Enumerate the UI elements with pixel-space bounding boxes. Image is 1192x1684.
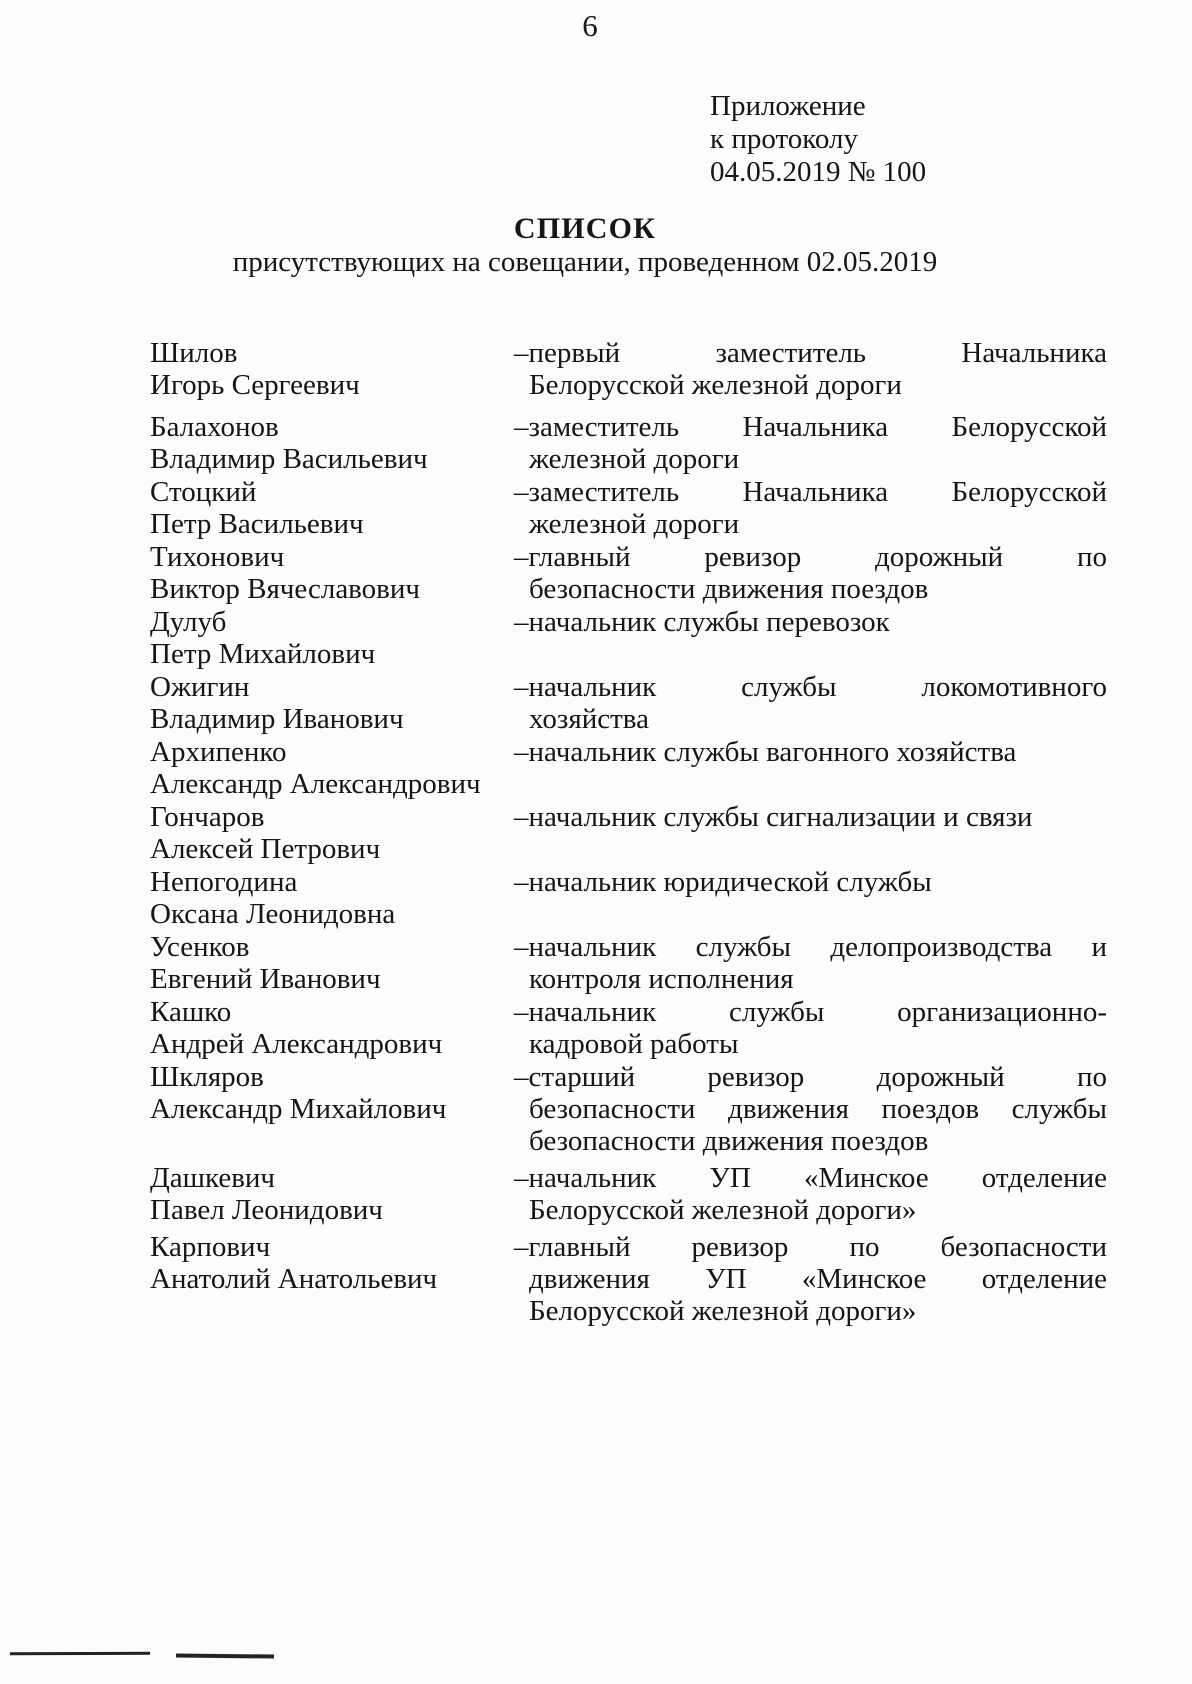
attendee-row — [150, 606, 1092, 670]
attendee-name — [150, 411, 514, 475]
attendee-position — [514, 996, 1107, 1060]
attendee-position — [514, 1162, 1107, 1226]
attendee-name — [150, 931, 514, 995]
attendee-name-line: Кашко — [150, 996, 232, 1028]
attendee-name-line: Архипенко — [150, 736, 287, 768]
appendix-header-line-3: 04.05.2019 № 100 — [710, 156, 927, 188]
attendee-row — [150, 411, 1107, 475]
attendee-position-line: безопасности движения поездов службы — [529, 1093, 1107, 1125]
attendee-position-line: –начальник службы сигнализации и связи — [514, 801, 1033, 833]
attendee-position-line: железной дороги — [529, 508, 740, 540]
attendee-name-line: Александр Михайлович — [150, 1093, 447, 1125]
attendee-name-line: Усенков — [150, 931, 250, 963]
attendee-position — [514, 606, 1107, 638]
attendee-name-line: Евгений Иванович — [150, 963, 381, 995]
attendee-position-line: –первый заместитель Начальника — [514, 337, 1107, 369]
attendee-row — [150, 801, 1092, 865]
attendee-position-line: железной дороги — [529, 443, 740, 475]
attendee-name-line: Виктор Вячеславович — [150, 573, 420, 605]
attendee-name-line: Балахонов — [150, 411, 279, 443]
attendee-name — [150, 801, 514, 865]
attendee-name-line: Непогодина — [150, 866, 298, 898]
attendee-row — [150, 1061, 1107, 1157]
attendee-name — [150, 1231, 514, 1295]
attendee-name-line: Павел Леонидович — [150, 1194, 383, 1226]
attendee-row — [150, 671, 1107, 735]
attendee-row — [150, 1162, 1107, 1226]
attendee-position-line: Белорусской железной дороги» — [529, 1295, 917, 1327]
attendee-row — [150, 736, 1092, 800]
attendee-position-line: –начальник службы локомотивного — [514, 671, 1107, 703]
attendee-position-line: –главный ревизор по безопасности — [514, 1231, 1107, 1263]
attendee-name-line: Алексей Петрович — [150, 833, 381, 865]
attendee-position-line: кадровой работы — [529, 1028, 739, 1060]
attendee-position-line: –начальник УП «Минское отделение — [514, 1162, 1107, 1194]
attendee-position — [514, 1231, 1107, 1327]
attendee-name-line: Александр Александрович — [150, 768, 481, 800]
attendee-name-line: Петр Васильевич — [150, 508, 364, 540]
attendee-position-line: хозяйства — [529, 703, 649, 735]
scan-artifact-right — [176, 1653, 274, 1658]
attendee-name — [150, 1061, 514, 1125]
attendee-name — [150, 606, 514, 670]
attendee-name-line: Стоцкий — [150, 476, 257, 508]
attendee-position-line: –начальник службы перевозок — [514, 606, 890, 638]
attendee-position-line: –заместитель Начальника Белорусской — [514, 411, 1107, 443]
attendee-name — [150, 337, 514, 401]
attendee-position — [514, 931, 1107, 995]
attendee-position-line: Белорусской железной дороги» — [529, 1194, 917, 1226]
attendees-list — [150, 337, 1107, 1328]
attendee-position — [514, 476, 1107, 540]
attendee-name-line: Тихонович — [150, 541, 285, 573]
attendee-position — [514, 337, 1107, 401]
attendee-position-line: –главный ревизор дорожный по — [514, 541, 1107, 573]
appendix-header-line-2: к протоколу — [710, 123, 858, 155]
attendee-position-line: –начальник службы организационно- — [514, 996, 1107, 1028]
attendee-name-line: Шкляров — [150, 1061, 264, 1093]
attendee-row — [150, 541, 1107, 605]
attendee-position — [514, 1061, 1107, 1157]
attendee-position-line: –начальник службы делопроизводства и — [514, 931, 1107, 963]
attendee-position — [514, 866, 1107, 898]
attendee-position-line: безопасности движения поездов — [529, 573, 929, 605]
attendee-position-line: –заместитель Начальника Белорусской — [514, 476, 1107, 508]
attendee-position-line: –начальник юридической службы — [514, 866, 932, 898]
title-block — [0, 212, 1170, 279]
document-title: СПИСОК — [513, 212, 657, 245]
attendee-row — [150, 931, 1107, 995]
attendee-row — [150, 866, 1092, 930]
page-number: 6 — [582, 8, 598, 43]
attendee-name-line: Владимир Васильевич — [150, 443, 428, 475]
attendee-position-line: Белорусской железной дороги — [529, 369, 902, 401]
attendee-position — [514, 671, 1107, 735]
attendee-name — [150, 736, 514, 800]
attendee-row — [150, 996, 1107, 1060]
attendee-position — [514, 541, 1107, 605]
attendee-name — [150, 996, 514, 1060]
attendee-position-line: контроля исполнения — [529, 963, 794, 995]
attendee-name — [150, 866, 514, 930]
appendix-header-line-1: Приложение — [710, 90, 866, 122]
attendee-position — [514, 736, 1107, 768]
attendee-row — [150, 1231, 1107, 1327]
attendee-row — [150, 337, 1107, 401]
attendee-position-line: безопасности движения поездов — [529, 1125, 929, 1157]
attendee-position-line: –начальник службы вагонного хозяйства — [514, 736, 1017, 768]
attendee-name-line: Оксана Леонидовна — [150, 898, 396, 930]
attendee-name-line: Анатолий Анатольевич — [150, 1263, 438, 1295]
attendee-name-line: Петр Михайлович — [150, 638, 376, 670]
attendee-name-line: Шилов — [150, 337, 238, 369]
attendee-name-line: Дашкевич — [150, 1162, 276, 1194]
attendee-name — [150, 1162, 514, 1226]
attendee-name-line: Игорь Сергеевич — [150, 369, 360, 401]
attendee-name-line: Дулуб — [150, 606, 227, 638]
appendix-header — [710, 90, 926, 189]
attendee-name-line: Ожигин — [150, 671, 250, 703]
attendee-name-line: Владимир Иванович — [150, 703, 404, 735]
attendee-name-line: Гончаров — [150, 801, 265, 833]
scan-artifact-left — [10, 1652, 150, 1655]
attendee-name — [150, 541, 514, 605]
attendee-name-line: Карпович — [150, 1231, 271, 1263]
attendee-row — [150, 476, 1107, 540]
attendee-name — [150, 671, 514, 735]
attendee-position-line: движения УП «Минское отделение — [529, 1263, 1107, 1295]
attendee-position — [514, 411, 1107, 475]
document-subtitle: присутствующих на совещании, проведенном 02.05.2019 — [232, 246, 938, 278]
attendee-name-line: Андрей Александрович — [150, 1028, 443, 1060]
attendee-position-line: –старший ревизор дорожный по — [514, 1061, 1107, 1093]
attendee-name — [150, 476, 514, 540]
attendee-position — [514, 801, 1107, 833]
